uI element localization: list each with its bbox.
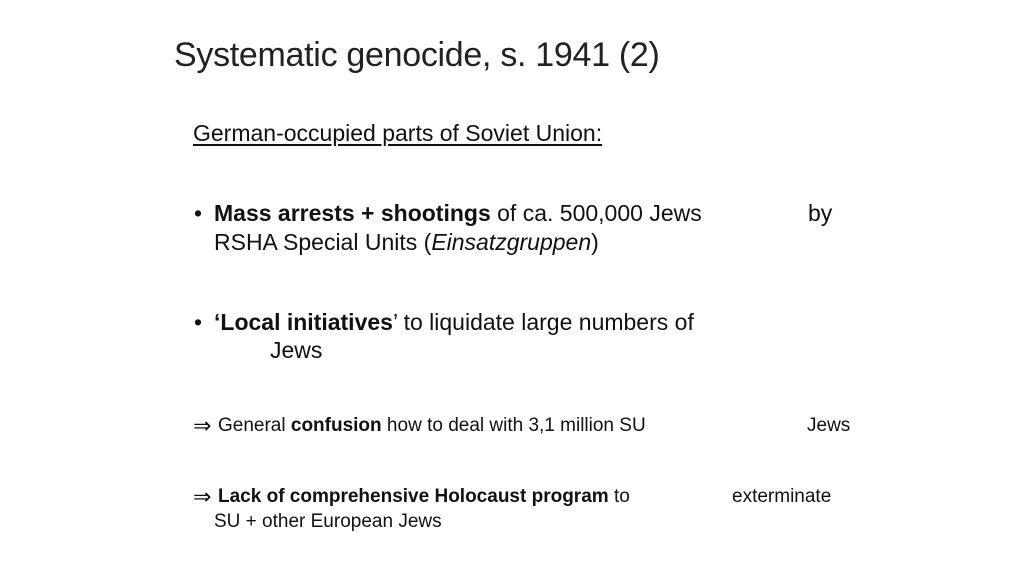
bullet-1-text: of ca. 500,000 Jews bbox=[490, 200, 702, 226]
conclusion-2-bold: Lack of comprehensive Holocaust program bbox=[218, 486, 609, 507]
bullet-1-italic: Einsatzgruppen bbox=[431, 229, 592, 255]
bullet-1-line-2 bbox=[214, 229, 599, 256]
bullet-1-line-2-pre: RSHA Special Units ( bbox=[214, 229, 432, 255]
bullet-1-line-1-end: by bbox=[808, 200, 833, 226]
conclusion-1-bold: confusion bbox=[290, 415, 382, 436]
bullet-2-line-1 bbox=[214, 309, 694, 336]
bullet-2-text: ’ to liquidate large numbers of bbox=[392, 309, 694, 335]
conclusion-1-line bbox=[218, 415, 646, 437]
conclusion-2-end: exterminate bbox=[732, 486, 832, 507]
bullet-2-quote: ‘ bbox=[214, 309, 221, 335]
conclusion-1-end: Jews bbox=[807, 415, 851, 436]
conclusion-2-line-1 bbox=[218, 486, 630, 508]
implies-arrow-icon: ⇒ bbox=[193, 413, 212, 438]
bullet-2-bold: Local initiatives bbox=[220, 309, 393, 335]
bullet-1-bold: Mass arrests + shootings bbox=[214, 200, 491, 226]
bullet-1-line-1 bbox=[214, 200, 702, 227]
slide-title: Systematic genocide, s. 1941 (2) bbox=[174, 36, 660, 74]
bullet-marker: • bbox=[194, 309, 203, 335]
bullet-marker: • bbox=[194, 200, 203, 226]
bullet-1-line-2-post: ) bbox=[591, 229, 599, 255]
implies-arrow-icon: ⇒ bbox=[193, 484, 212, 509]
bullet-2-line-2: Jews bbox=[270, 337, 323, 363]
conclusion-1-pre: General bbox=[218, 415, 291, 436]
conclusion-1-post: how to deal with 3,1 million SU bbox=[381, 415, 646, 436]
section-heading: German-occupied parts of Soviet Union: bbox=[193, 120, 603, 146]
conclusion-2-post: to bbox=[608, 486, 630, 507]
conclusion-2-line-2: SU + other European Jews bbox=[214, 511, 442, 532]
